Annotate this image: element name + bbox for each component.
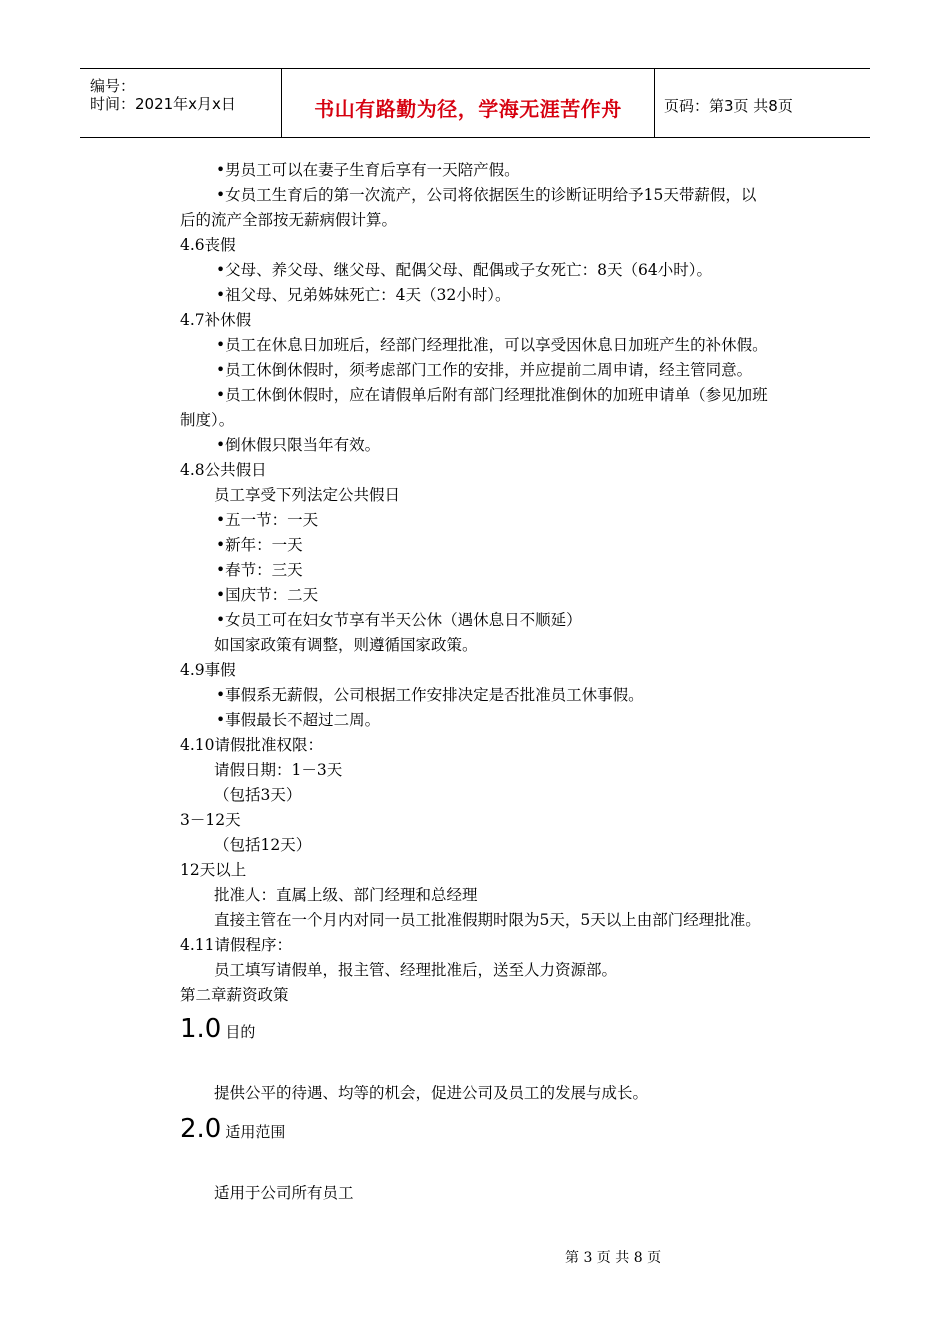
body-line: 12天以上 <box>180 861 247 879</box>
section-1-number: 1.0 <box>180 1014 222 1044</box>
body-line: 如国家政策有调整，则遵循国家政策。 <box>214 636 478 654</box>
header-page-number: 页码：第3页 共8页 <box>664 97 793 115</box>
body-line: （包括3天） <box>214 786 302 804</box>
body-line: 员工填写请假单，报主管、经理批准后，送至人力资源部。 <box>214 961 618 979</box>
section-heading: 4.8公共假日 <box>180 461 267 479</box>
section-heading: 4.10请假批准权限： <box>180 736 324 754</box>
section-2-title: 适用范围 <box>225 1123 286 1141</box>
section-heading: 4.7补休假 <box>180 311 252 329</box>
section-2-number: 2.0 <box>180 1114 222 1144</box>
body-line: •倒休假只限当年有效。 <box>216 436 381 454</box>
body-line: 直接主管在一个月内对同一员工批准假期时限为5天，5天以上由部门经理批准。 <box>214 911 761 929</box>
header-right-cell <box>654 69 870 137</box>
body-line: •员工休倒休假时，应在请假单后附有部门经理批准倒休的加班申请单（参见加班 <box>216 386 768 404</box>
body-line: •女员工可在妇女节享有半天公休（遇休息日不顺延） <box>216 611 582 629</box>
section-1-title: 目的 <box>225 1023 256 1041</box>
body-line: 批准人：直属上级、部门经理和总经理 <box>214 886 478 904</box>
body-line: 后的流产全部按无薪病假计算。 <box>180 211 398 229</box>
header-middle-cell <box>281 69 655 137</box>
body-line: （包括12天） <box>214 836 312 854</box>
body-line: •事假系无薪假，公司根据工作安排决定是否批准员工休事假。 <box>216 686 644 704</box>
body-line: 3－12天 <box>180 811 241 829</box>
section-heading: 4.6丧假 <box>180 236 236 254</box>
body-line: 请假日期：1－3天 <box>214 761 343 779</box>
section-heading: 4.11请假程序： <box>180 936 293 954</box>
page-footer: 第 3 页 共 8 页 <box>565 1250 662 1266</box>
section-2-body: 适用于公司所有员工 <box>214 1184 354 1202</box>
document-date-label: 时间：2021年x月x日 <box>90 95 236 113</box>
body-line: •国庆节：二天 <box>216 586 319 604</box>
chapter-heading: 第二章薪资政策 <box>180 986 289 1004</box>
section-1-body: 提供公平的待遇、均等的机会，促进公司及员工的发展与成长。 <box>214 1084 649 1102</box>
header-left-cell <box>80 69 281 137</box>
section-heading: 4.9事假 <box>180 661 236 679</box>
body-line: •春节：三天 <box>216 561 303 579</box>
body-line: •员工休倒休假时，须考虑部门工作的安排，并应提前二周申请，经主管同意。 <box>216 361 753 379</box>
body-line: •男员工可以在妻子生育后享有一天陪产假。 <box>216 161 520 179</box>
page-header <box>80 68 870 138</box>
body-line: •父母、养父母、继父母、配偶父母、配偶或子女死亡：8天（64小时）。 <box>216 261 712 279</box>
body-line: •祖父母、兄弟姊妹死亡：4天（32小时）。 <box>216 286 511 304</box>
body-line: 制度）。 <box>180 411 235 429</box>
section-2-heading <box>180 1114 285 1144</box>
body-line: •事假最长不超过二周。 <box>216 711 381 729</box>
body-line: •新年：一天 <box>216 536 303 554</box>
body-line: •女员工生育后的第一次流产，公司将依据医生的诊断证明给予15天带薪假，以 <box>216 186 757 204</box>
body-line: 员工享受下列法定公共假日 <box>214 486 401 504</box>
header-motto: 书山有路勤为径，学海无涯苦作舟 <box>314 97 622 121</box>
body-line: •员工在休息日加班后，经部门经理批准，可以享受因休息日加班产生的补休假。 <box>216 336 768 354</box>
body-line: •五一节：一天 <box>216 511 319 529</box>
document-number-label: 编号： <box>90 77 136 95</box>
section-1-heading <box>180 1014 255 1044</box>
